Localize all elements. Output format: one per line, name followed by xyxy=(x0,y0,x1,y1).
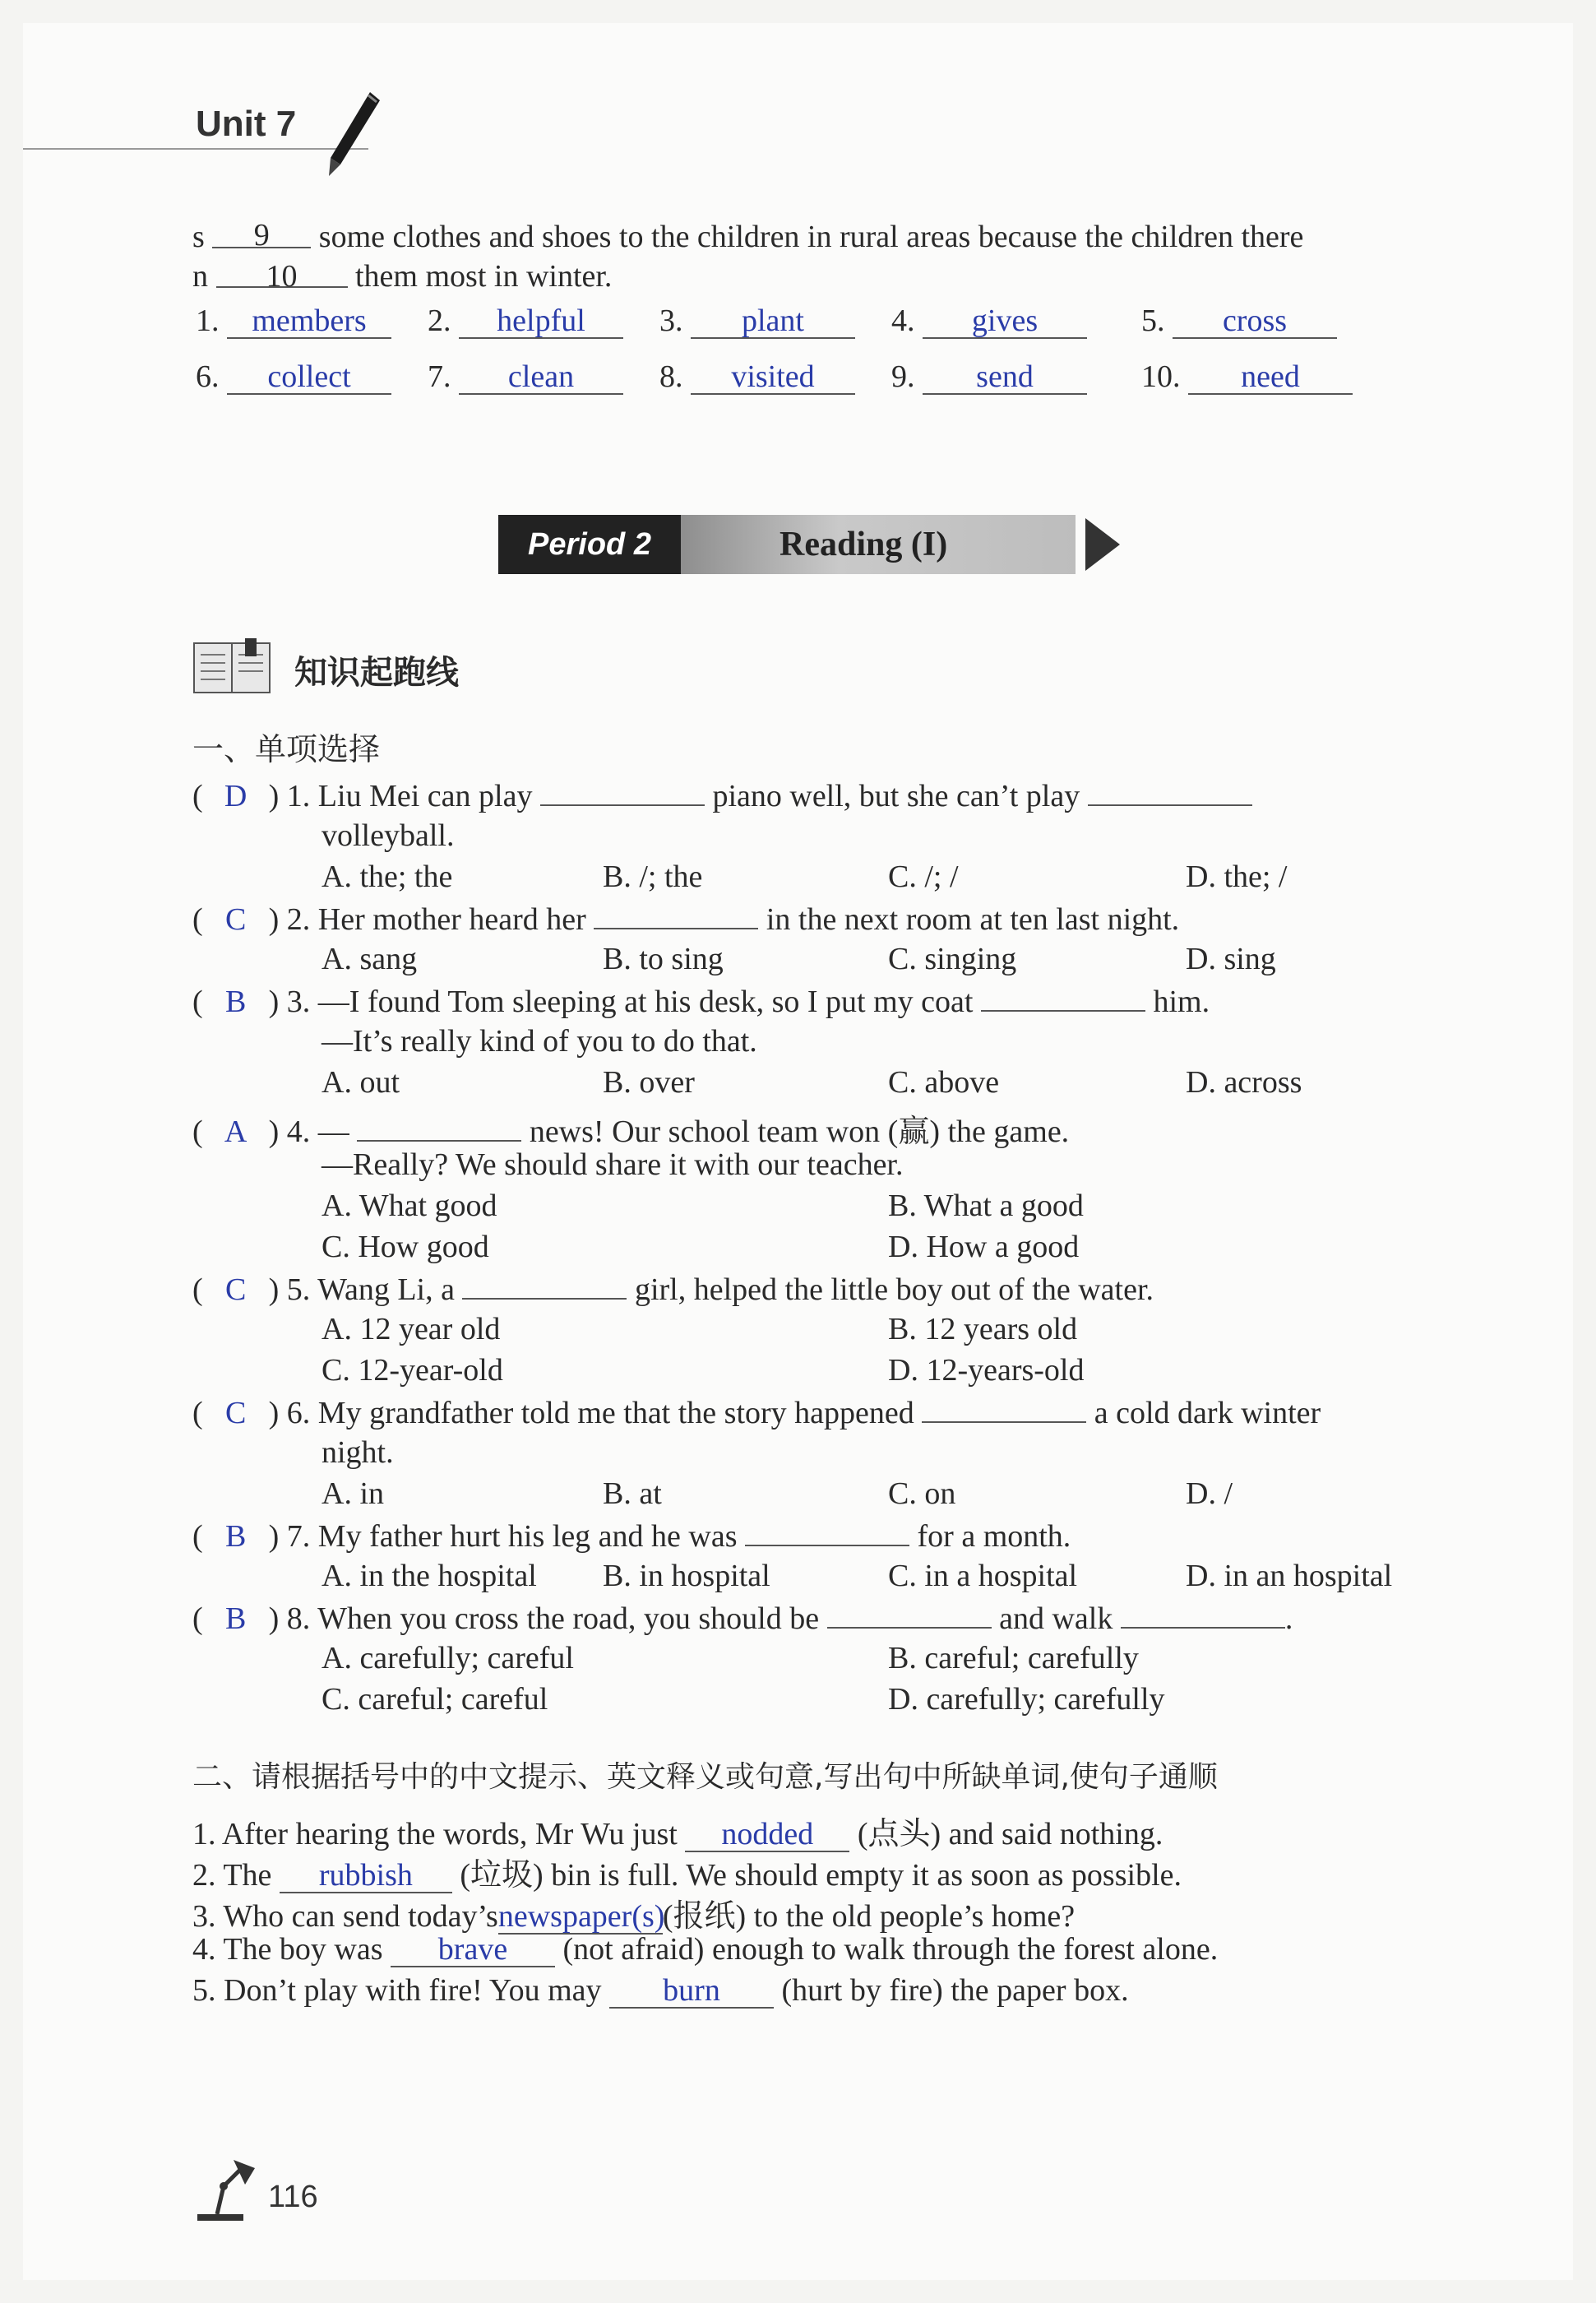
q8-option-a: A. carefully; careful xyxy=(322,1641,574,1675)
blank xyxy=(1088,776,1252,806)
line2-initial: n xyxy=(192,259,208,294)
answer-q2: C xyxy=(224,902,247,937)
q1-option-a: A. the; the xyxy=(322,860,453,894)
answer-10: 10. need xyxy=(1141,359,1353,395)
blank xyxy=(540,776,705,806)
answer-q3: B xyxy=(224,985,247,1019)
answer-q1: D xyxy=(224,779,247,813)
q5-option-c: C. 12-year-old xyxy=(322,1353,503,1388)
answer-4: 4. gives xyxy=(891,303,1087,339)
answer-2: 2. helpful xyxy=(428,303,623,339)
period-banner xyxy=(498,515,1140,574)
q4-option-b: B. What a good xyxy=(888,1189,1084,1223)
answer-1: 1. members xyxy=(196,303,391,339)
blank xyxy=(357,1112,521,1142)
question-2: ( C ) 2. Her mother heard her in the next room at ten last night. xyxy=(192,900,1179,938)
blank xyxy=(922,1393,1086,1423)
q3-option-a: A. out xyxy=(322,1065,400,1100)
section-title: 知识起跑线 xyxy=(294,654,459,692)
q6-option-d: D. / xyxy=(1186,1476,1233,1511)
sentence-1: 1. After hearing the words, Mr Wu just nodded (点头) and said nothing. xyxy=(192,1817,1163,1851)
answer-q7: B xyxy=(224,1519,247,1554)
q3-option-b: B. over xyxy=(603,1065,695,1100)
sentence-2: 2. The rubbish (垃圾) bin is full. We should empty it as soon as possible. xyxy=(192,1858,1182,1893)
period-label: Period 2 xyxy=(498,515,681,574)
header-rule xyxy=(23,148,368,150)
blank xyxy=(594,900,758,929)
line1-initial: s xyxy=(192,220,205,254)
answer-9: 9. send xyxy=(891,359,1087,395)
workbook-page xyxy=(23,23,1573,2280)
question-3: ( B ) 3. —I found Tom sleeping at his desk, so I put my coat him. xyxy=(192,982,1210,1020)
top-line-1 xyxy=(192,219,1303,255)
desk-lamp-icon xyxy=(192,2153,258,2222)
sentence-3: 3. Who can send today’snewspaper(s)(报纸) to the old people’s home? xyxy=(192,1899,1076,1934)
q1-option-d: D. the; / xyxy=(1186,860,1288,894)
answer-q5: C xyxy=(224,1272,247,1307)
question-4: ( A ) 4. — news! Our school team won (赢) the game. xyxy=(192,1105,1069,1151)
q2-option-d: D. sing xyxy=(1186,942,1276,976)
q6-option-c: C. on xyxy=(888,1476,956,1511)
sentence-4: 4. The boy was brave (not afraid) enough to walk through the forest alone. xyxy=(192,1932,1219,1967)
blank-9: 9 xyxy=(212,219,311,248)
answer-s1: nodded xyxy=(685,1818,849,1852)
sentence-5: 5. Don’t play with fire! You may burn (hurt by fire) the paper box. xyxy=(192,1973,1129,2008)
q6-option-a: A. in xyxy=(322,1476,384,1511)
q5-option-b: B. 12 years old xyxy=(888,1312,1078,1346)
q7-option-a: A. in the hospital xyxy=(322,1559,537,1593)
question-3-cont: —It’s really kind of you to do that. xyxy=(322,1024,757,1059)
answer-s2: rubbish xyxy=(280,1859,452,1893)
question-1-cont: volleyball. xyxy=(322,818,455,853)
blank xyxy=(1121,1599,1285,1629)
q2-option-c: C. singing xyxy=(888,942,1017,976)
line2-text: them most in winter. xyxy=(355,259,613,294)
q4-option-d: D. How a good xyxy=(888,1230,1080,1264)
q4-option-c: C. How good xyxy=(322,1230,489,1264)
q5-option-a: A. 12 year old xyxy=(322,1312,501,1346)
book-icon xyxy=(192,638,271,696)
blank xyxy=(981,982,1145,1012)
q2-option-a: A. sang xyxy=(322,942,418,976)
answer-q6: C xyxy=(224,1396,247,1430)
q8-option-c: C. careful; careful xyxy=(322,1682,548,1717)
question-6: ( C ) 6. My grandfather told me that the story happened a cold dark winter xyxy=(192,1393,1321,1431)
blank-10: 10 xyxy=(216,258,348,288)
answer-row-1 xyxy=(196,303,1413,352)
blank xyxy=(462,1270,627,1300)
answer-5: 5. cross xyxy=(1141,303,1337,339)
answer-s4: brave xyxy=(391,1933,555,1967)
banner-arrow-icon xyxy=(1082,518,1123,571)
unit-title: Unit 7 xyxy=(196,104,297,144)
q8-option-b: B. careful; carefully xyxy=(888,1641,1139,1675)
answer-8: 8. visited xyxy=(659,359,855,395)
q3-option-c: C. above xyxy=(888,1065,1000,1100)
blank xyxy=(745,1517,909,1546)
answer-row-2 xyxy=(196,359,1413,408)
answer-6: 6. collect xyxy=(196,359,391,395)
part1-title: 一、单项选择 xyxy=(192,731,381,767)
q8-option-d: D. carefully; carefully xyxy=(888,1682,1165,1717)
page-number: 116 xyxy=(268,2180,318,2214)
q4-option-a: A. What good xyxy=(322,1189,497,1223)
answer-s3: newspaper(s) xyxy=(497,1899,665,1934)
question-7: ( B ) 7. My father hurt his leg and he was for a month. xyxy=(192,1517,1071,1555)
q5-option-d: D. 12-years-old xyxy=(888,1353,1085,1388)
q6-option-b: B. at xyxy=(603,1476,662,1511)
q7-option-b: B. in hospital xyxy=(603,1559,770,1593)
part2-title: 二、请根据括号中的中文提示、英文释义或句意,写出句中所缺单词,使句子通顺 xyxy=(192,1760,1218,1794)
q7-option-c: C. in a hospital xyxy=(888,1559,1078,1593)
q1-option-c: C. /; / xyxy=(888,860,959,894)
question-6-cont: night. xyxy=(322,1435,394,1470)
period-title: Reading (I) xyxy=(681,515,1076,574)
answer-3: 3. plant xyxy=(659,303,855,339)
answer-q4: A xyxy=(224,1114,247,1149)
blank xyxy=(827,1599,992,1629)
top-line-2 xyxy=(192,258,612,294)
q1-option-b: B. /; the xyxy=(603,860,703,894)
question-1: ( D ) 1. Liu Mei can play piano well, but she can’t play xyxy=(192,776,1252,814)
answer-q8: B xyxy=(224,1601,247,1636)
question-4-cont: —Really? We should share it with our teacher. xyxy=(322,1147,904,1182)
question-5: ( C ) 5. Wang Li, a girl, helped the little boy out of the water. xyxy=(192,1270,1154,1308)
line1-text: some clothes and shoes to the children in rural areas because the children there xyxy=(318,220,1304,254)
pen-icon xyxy=(319,89,385,179)
q3-option-d: D. across xyxy=(1186,1065,1302,1100)
answer-7: 7. clean xyxy=(428,359,623,395)
question-8: ( B ) 8. When you cross the road, you should be and walk . xyxy=(192,1599,1293,1637)
answer-s5: burn xyxy=(609,1974,774,2009)
q2-option-b: B. to sing xyxy=(603,942,724,976)
q7-option-d: D. in an hospital xyxy=(1186,1559,1393,1593)
